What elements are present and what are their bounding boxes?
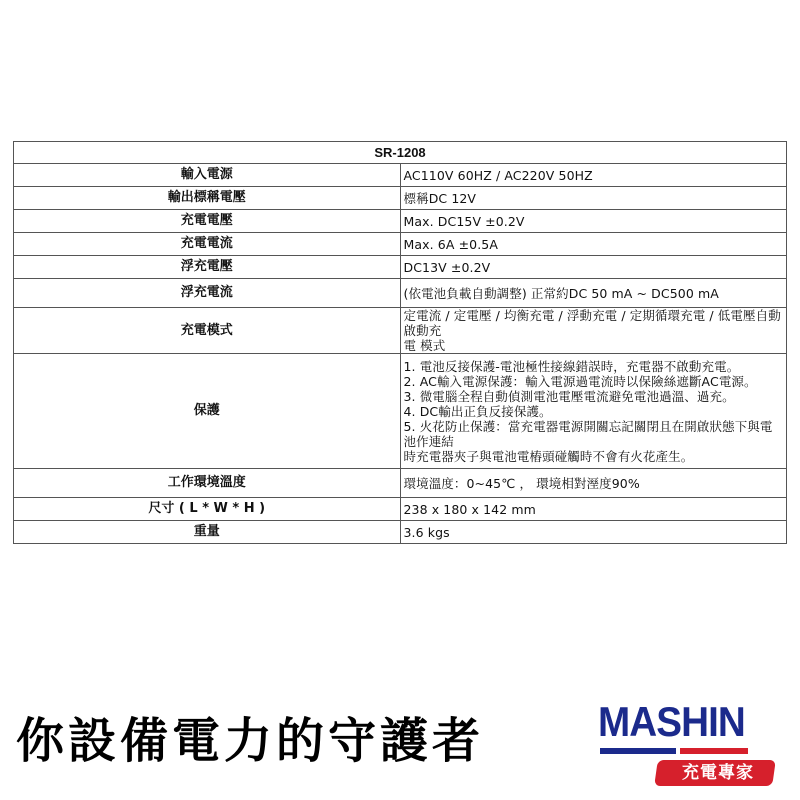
spec-table: [13, 141, 787, 544]
row-value-line: 3.6 kgs: [403, 524, 450, 540]
row-label: 尺寸 ( L * W * H ): [14, 498, 401, 521]
row-label: 輸入電源: [14, 164, 401, 187]
row-value-line: DC13V ±0.2V: [403, 259, 491, 275]
row-value: [400, 256, 787, 279]
row-value: [400, 498, 787, 521]
table-row: [14, 187, 787, 210]
row-label: 充電電壓: [14, 210, 401, 233]
row-value: [400, 164, 787, 187]
row-value-line: Max. DC15V ±0.2V: [403, 213, 525, 229]
row-value: [400, 521, 787, 544]
row-label: 浮充電壓: [14, 256, 401, 279]
row-label: 充電電流: [14, 233, 401, 256]
row-value-line: AC110V 60HZ / AC220V 50HZ: [403, 167, 593, 183]
row-value-line: 238 x 180 x 142 mm: [403, 501, 536, 517]
slogan-text: 你設備電力的守護者: [16, 713, 485, 769]
table-row: [14, 469, 787, 498]
row-value-line: 1. 電池反接保護-電池極性接線錯誤時，充電器不啟動充電。: [403, 358, 740, 374]
row-value: [400, 233, 787, 256]
row-value-line: 4. DC輸出正負反接保護。: [403, 403, 552, 419]
row-label: 重量: [14, 521, 401, 544]
row-label: 保護: [14, 354, 401, 469]
table-row: [14, 354, 787, 469]
row-value-line: 3. 微電腦全程自動偵測電池電壓電流避免電池過溫、過充。: [403, 388, 735, 404]
row-label: 輸出標稱電壓: [14, 187, 401, 210]
row-value-line: (依電池負載自動調整) 正常約DC 50 mA ~ DC500 mA: [403, 285, 719, 301]
table-row: [14, 233, 787, 256]
table-row: [14, 498, 787, 521]
row-value-line: 環境溫度：0~45℃ ， 環境相對溼度90%: [403, 475, 640, 491]
row-value-line: 標稱DC 12V: [403, 190, 477, 206]
row-value-line: Max. 6A ±0.5A: [403, 236, 498, 252]
table-row: [14, 210, 787, 233]
row-value: [400, 469, 787, 498]
row-label: 充電模式: [14, 308, 401, 354]
logo-underline-red: [680, 748, 748, 754]
table-row: [14, 279, 787, 308]
table-row: [14, 164, 787, 187]
row-value: [400, 308, 787, 354]
row-label: 工作環境溫度: [14, 469, 401, 498]
model-title: SR-1208: [14, 142, 787, 164]
row-value-line: 5. 火花防止保護：當充電器電源開關忘記關閉且在開啟狀態下與電池作連結: [403, 418, 773, 449]
row-value-line: 定電流 / 定電壓 / 均衡充電 / 浮動充電 / 定期循環充電 / 低電壓自動啟動充: [403, 308, 781, 338]
brand-logo: [598, 698, 788, 794]
table-row: [14, 521, 787, 544]
table-row: [14, 308, 787, 354]
table-row: [14, 256, 787, 279]
logo-underline-blue: [600, 748, 676, 754]
brand-logo-text: MASHIN: [598, 698, 745, 745]
row-value: [400, 354, 787, 469]
row-value: [400, 187, 787, 210]
logo-tagline: 充電專家: [682, 763, 754, 783]
row-value-line: 時充電器夾子與電池電樁頭碰觸時不會有火花產生。: [403, 448, 694, 464]
row-value: [400, 279, 787, 308]
row-value-line: 2. AC輸入電源保護：輸入電源過電流時以保險絲遮斷AC電源。: [403, 373, 757, 389]
row-value: [400, 210, 787, 233]
row-label: 浮充電流: [14, 279, 401, 308]
row-value-line: 電 模式: [403, 338, 446, 353]
